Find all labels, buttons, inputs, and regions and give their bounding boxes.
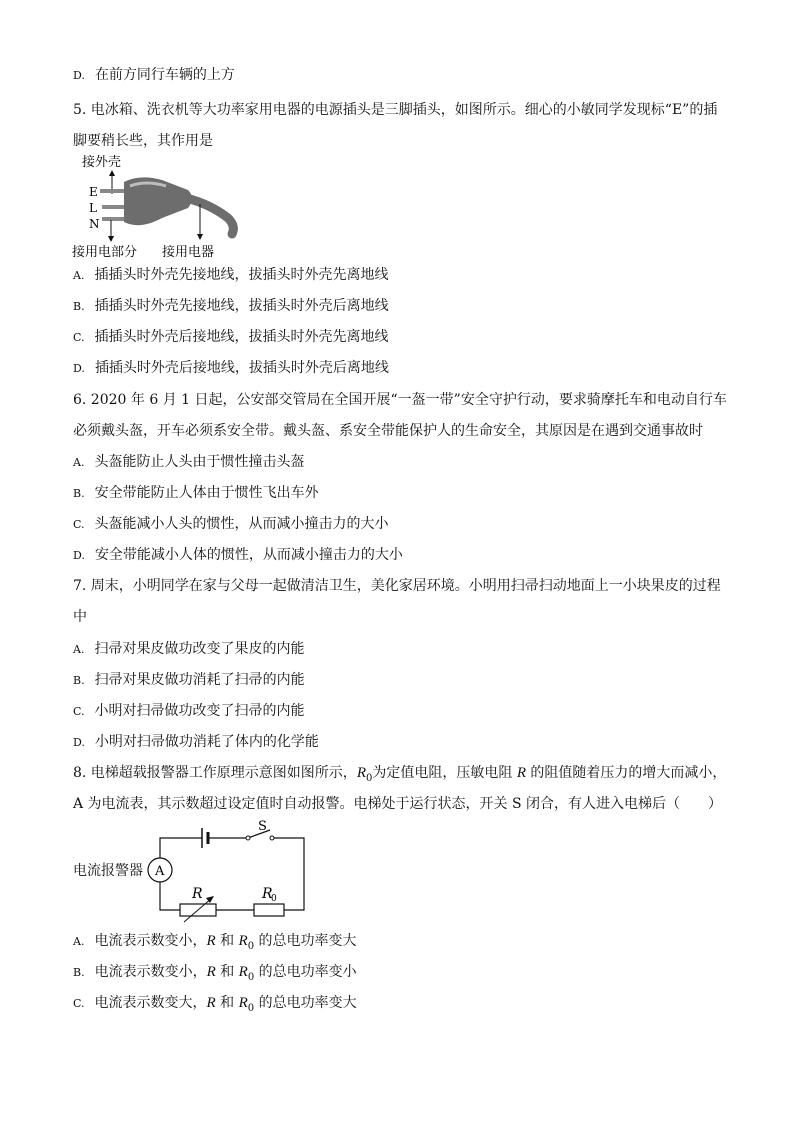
r0-figure-subscript: 0	[271, 894, 277, 904]
q8-option-c	[73, 994, 357, 1018]
plug-arrowhead-down-right	[197, 234, 203, 240]
q8-stem-line2: A 为电流表，其示数超过设定值时自动报警。电梯处于运行状态，开关 S 闭合，有人进入电梯后（ ）	[73, 796, 723, 812]
option-text: 扫帚对果皮做功改变了果皮的内能	[94, 641, 305, 657]
option-letter: D.	[73, 736, 85, 749]
option-text-pre: 电流表示数变大，	[94, 995, 207, 1011]
option-text-post: 的总电功率变大	[254, 995, 357, 1011]
option-letter: A.	[73, 643, 85, 656]
q6-option-c	[73, 515, 389, 534]
q8-option-b	[73, 963, 357, 987]
wire-top-left	[160, 838, 202, 858]
r0-symbol: R	[238, 964, 248, 980]
q6-stem-line1: 6. 2020 年 6 月 1 日起，公安部交管局在全国开展“一盔一带”安全守护行动，要求骑摩托车和电动自行车	[73, 392, 727, 408]
plug-cable	[186, 198, 233, 234]
option-letter: B.	[73, 300, 85, 313]
option-text-post: 的总电功率变大	[254, 933, 357, 949]
q7-option-b	[73, 671, 305, 690]
q6-option-a	[73, 453, 304, 472]
plug-pin-e	[100, 189, 126, 193]
q5-option-c	[73, 328, 389, 347]
q5-stem-line2: 脚要稍长些，其作用是	[73, 133, 213, 149]
q4-option-d	[73, 66, 235, 85]
switch-label: S	[258, 819, 267, 834]
option-letter: D.	[73, 362, 85, 375]
option-text: 头盔能防止人头由于惯性撞击头盔	[94, 454, 305, 470]
r0-subscript: 0	[365, 772, 373, 784]
plug-arrowhead-down-left	[108, 236, 114, 242]
option-text: 插插头时外壳后接地线，拔插头时外壳先离地线	[94, 329, 389, 345]
option-letter: A.	[73, 456, 85, 469]
q8-stem-line1	[73, 764, 726, 788]
r-symbol: R	[206, 995, 216, 1011]
option-text: 插插头时外壳先接地线，拔插头时外壳先离地线	[94, 267, 389, 283]
option-text-pre: 电流表示数变小，	[94, 933, 207, 949]
r0-subscript: 0	[247, 1002, 255, 1014]
option-text-mid: 和	[215, 964, 239, 980]
option-text: 安全带能防止人体由于惯性飞出车外	[94, 485, 319, 501]
r-symbol: R	[516, 765, 526, 781]
plug-label-n: N	[89, 217, 100, 231]
r-symbol: R	[206, 933, 216, 949]
option-text-mid: 和	[215, 933, 239, 949]
r0-subscript: 0	[247, 940, 255, 952]
option-text: 小明对扫帚做功消耗了体内的化学能	[94, 734, 319, 750]
r0-symbol: R	[238, 933, 248, 949]
q5-option-a	[73, 266, 388, 285]
option-text-pre: 电流表示数变小，	[94, 964, 207, 980]
plug-arrowhead-up	[109, 170, 115, 176]
option-letter: C.	[73, 997, 85, 1010]
ammeter-label: A	[155, 864, 165, 879]
q7-option-d	[73, 733, 319, 752]
r-symbol: R	[206, 964, 216, 980]
option-text: 小明对扫帚做功改变了扫帚的内能	[94, 703, 305, 719]
option-letter: A.	[73, 269, 85, 282]
alarm-label: 电流报警器	[73, 863, 143, 879]
option-text-mid: 和	[215, 995, 239, 1011]
option-text: 安全带能减小人体的惯性，从而减小撞击力的大小	[94, 547, 403, 563]
r-figure-label: R	[192, 886, 203, 902]
q7-stem-line1: 7. 周末，小明同学在家与父母一起做清洁卫生，美化家居环境。小明用扫帚扫动地面上一小块果皮的过程	[73, 578, 721, 594]
q5-option-d	[73, 359, 389, 378]
q8-stem-part-b: 为定值电阻，压敏电阻	[372, 765, 517, 781]
switch-contact-right	[270, 836, 274, 840]
plug-label-top: 接外壳	[82, 155, 122, 170]
q6-option-b	[73, 484, 319, 503]
plug-figure	[70, 150, 250, 262]
wire-bottom-left	[160, 882, 180, 910]
switch-contact-left	[246, 836, 250, 840]
q8-stem-part-a: 8. 电梯超载报警器工作原理示意图如图所示，	[73, 765, 357, 781]
option-letter: A.	[73, 935, 85, 948]
option-letter: C.	[73, 518, 85, 531]
plug-label-l: L	[89, 201, 97, 215]
option-text: 头盔能减小人头的惯性，从而减小撞击力的大小	[94, 516, 389, 532]
option-letter: D.	[73, 549, 85, 562]
option-text: 插插头时外壳先接地线，拔插头时外壳后离地线	[94, 298, 389, 314]
plug-label-e: E	[89, 185, 98, 199]
q7-stem-line2: 中	[73, 609, 87, 625]
q7-option-a	[73, 640, 304, 659]
plug-pin-n	[102, 217, 124, 221]
q8-option-a	[73, 932, 357, 956]
plug-label-bottom-right: 接用电器	[162, 245, 215, 260]
plug-pin-l	[102, 205, 124, 209]
wire-right	[274, 838, 304, 910]
option-letter: C.	[73, 331, 85, 344]
option-letter: B.	[73, 487, 85, 500]
option-letter: B.	[73, 966, 85, 979]
r0-symbol: R	[238, 995, 248, 1011]
option-letter: C.	[73, 705, 85, 718]
r0-subscript: 0	[247, 971, 255, 983]
circuit-figure	[140, 818, 320, 926]
q8-stem-part-c: 的阻值随着压力的增大而减小，	[525, 765, 727, 781]
option-text: 在前方同行车辆的上方	[94, 67, 235, 83]
option-text: 插插头时外壳后接地线，拔插头时外壳后离地线	[94, 360, 389, 376]
option-text-post: 的总电功率变小	[254, 964, 357, 980]
option-text: 扫帚对果皮做功消耗了扫帚的内能	[94, 672, 305, 688]
q5-option-b	[73, 297, 389, 316]
q7-option-c	[73, 702, 305, 721]
plug-label-bottom-left: 接用电部分	[72, 245, 138, 260]
option-letter: D.	[73, 69, 85, 82]
r0-figure-label: R	[262, 886, 273, 902]
option-letter: B.	[73, 674, 85, 687]
resistor-r0	[254, 904, 284, 916]
q6-option-d	[73, 546, 403, 565]
r0-symbol: R	[356, 765, 366, 781]
q6-stem-line2: 必须戴头盔，开车必须系安全带。戴头盔、系安全带能保护人的生命安全，其原因是在遇到交通事故时	[73, 423, 703, 439]
q5-stem-line1: 5. 电冰箱、洗衣机等大功率家用电器的电源插头是三脚插头，如图所示。细心的小敏同学发现标“E”的插	[73, 102, 718, 118]
